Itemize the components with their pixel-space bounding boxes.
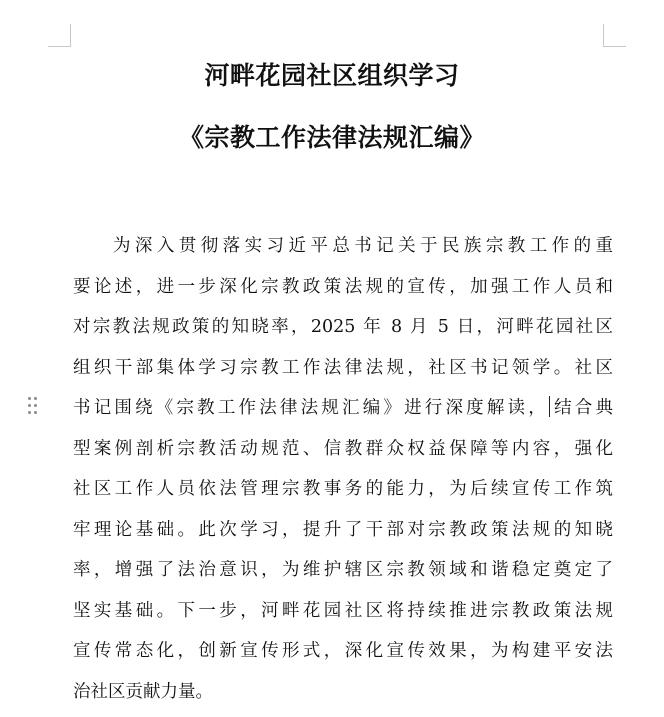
body-paragraph[interactable] [73,231,613,717]
paragraph-line: 组织干部集体学习宗教工作法律法规，社区书记领学。社区 [73,353,613,394]
paragraph-line: 型案例剖析宗教活动规范、信教群众权益保障等内容，强化 [73,434,613,475]
document-title-line-1: 河畔花园社区组织学习 [0,56,664,92]
paragraph-line: 要论述，进一步深化宗教政策法规的宣传，加强工作人员和 [73,272,613,313]
paragraph-line: 社区工作人员依法管理宗教事务的能力，为后续宣传工作筑 [73,474,613,515]
paragraph-drag-handle-icon[interactable] [28,397,40,417]
text-cursor [549,396,550,417]
paragraph-line: 坚实基础。下一步，河畔花园社区将持续推进宗教政策法规 [73,596,613,637]
paragraph-line: 宣传常态化，创新宣传形式，深化宣传效果，为构建平安法 [73,636,613,677]
paragraph-line-segment: 结合典 [551,398,613,418]
document-title-line-2: 《宗教工作法律法规汇编》 [0,118,664,154]
page-corner-mark-top-left [48,24,71,47]
paragraph-line-with-caret [73,393,613,434]
page-corner-mark-top-right [603,24,626,47]
paragraph-line: 牢理论基础。此次学习，提升了干部对宗教政策法规的知晓 [73,515,613,556]
paragraph-line: 为深入贯彻落实习近平总书记关于民族宗教工作的重 [73,231,613,272]
paragraph-line: 对宗教法规政策的知晓率，2025 年 8 月 5 日，河畔花园社区 [73,312,613,353]
paragraph-line: 率，增强了法治意识，为维护辖区宗教领域和谐稳定奠定了 [73,555,613,596]
paragraph-line: 治社区贡献力量。 [73,677,613,717]
paragraph-line-segment: 书记围绕《宗教工作法律法规汇编》进行深度解读， [73,398,549,418]
